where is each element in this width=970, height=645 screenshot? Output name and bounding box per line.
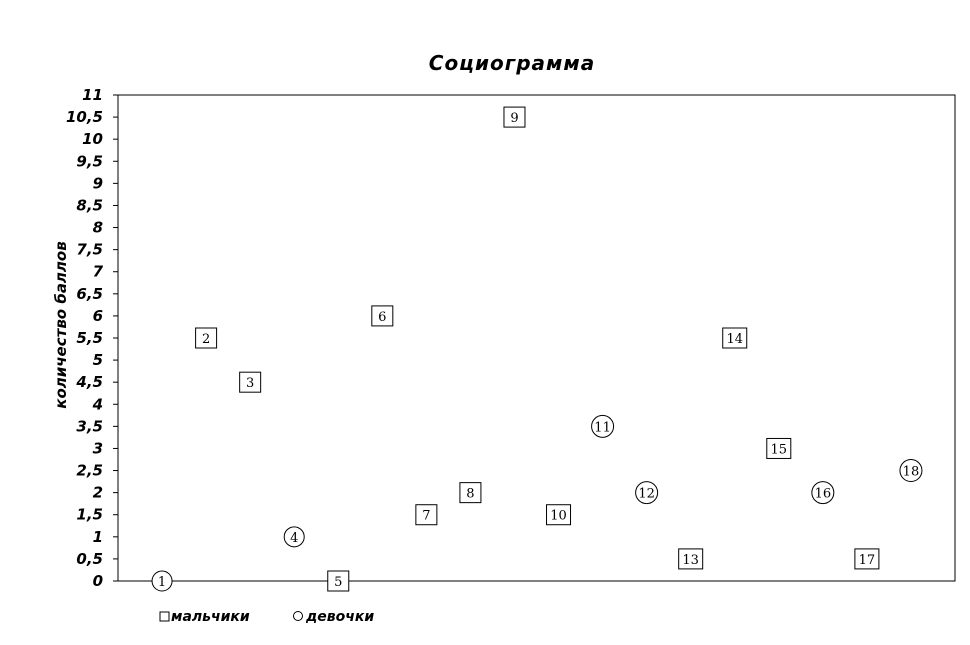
y-tick-label: 0 [92,572,103,590]
data-point-3 [240,372,261,392]
y-tick-label: 4 [92,395,103,414]
data-point-8 [460,483,481,503]
y-tick-label: 2 [92,483,103,502]
legend-girls-label: девочки [306,609,375,625]
legend-square-marker [160,612,169,621]
plot-area [118,95,955,581]
data-point-1 [152,571,172,591]
y-tick-label: 1 [92,527,103,546]
point-label: 8 [466,486,475,502]
data-point-10 [547,505,571,525]
point-label: 14 [726,332,744,347]
y-tick-label: 6,5 [76,284,103,303]
y-tick-label: 3,5 [76,417,103,436]
y-tick-label: 2,5 [76,461,103,480]
y-tick-label: 9 [92,174,103,193]
point-label: 1 [157,575,167,590]
chart-title: Социограмма [428,51,596,75]
legend-circle-marker [294,612,303,621]
y-tick-label: 1,5 [76,505,103,524]
y-tick-label: 5,5 [76,329,103,347]
y-tick-label: 8,5 [76,196,103,215]
data-point-13 [679,549,703,569]
point-label: 16 [814,486,832,502]
point-label: 2 [201,332,211,347]
data-point-6 [372,306,393,326]
y-tick-label: 5 [92,351,103,370]
y-tick-label: 9,5 [76,152,103,171]
y-tick-label: 6 [92,306,103,325]
data-point-17 [855,549,879,569]
y-tick-label: 8 [92,218,103,237]
point-label: 4 [290,530,299,546]
data-point-12 [636,482,658,504]
point-label: 7 [422,508,431,524]
y-tick-label: 3 [92,439,103,458]
y-tick-label: 7,5 [76,240,103,259]
point-label: 15 [770,442,788,458]
data-point-16 [812,482,834,504]
point-label: 3 [246,376,255,392]
y-tick-label: 4,5 [76,373,103,392]
data-point-5 [328,571,349,591]
y-axis-label: количество баллов [52,241,70,409]
y-tick-label: 7 [92,262,103,281]
y-axis [66,86,118,590]
y-tick-label: 0,5 [76,549,103,568]
point-label: 11 [594,420,611,436]
data-point-9 [504,107,525,127]
point-label: 9 [510,111,519,127]
data-point-14 [723,328,747,348]
data-point-7 [416,505,437,525]
legend [160,609,374,625]
point-label: 6 [378,309,387,325]
data-point-2 [196,328,217,348]
data-point-4 [284,527,304,547]
point-label: 13 [682,552,699,568]
point-label: 17 [858,552,876,568]
y-tick-label: 10 [82,130,103,149]
point-label: 18 [902,464,920,480]
point-label: 5 [334,575,343,590]
y-tick-label: 11 [82,86,103,104]
point-label: 12 [638,486,655,502]
data-point-18 [900,460,922,482]
data-point-11 [592,415,614,437]
point-label: 10 [550,508,567,524]
data-point-15 [767,438,791,458]
y-tick-label: 10,5 [65,108,103,127]
legend-boys-label: мальчики [171,609,250,625]
